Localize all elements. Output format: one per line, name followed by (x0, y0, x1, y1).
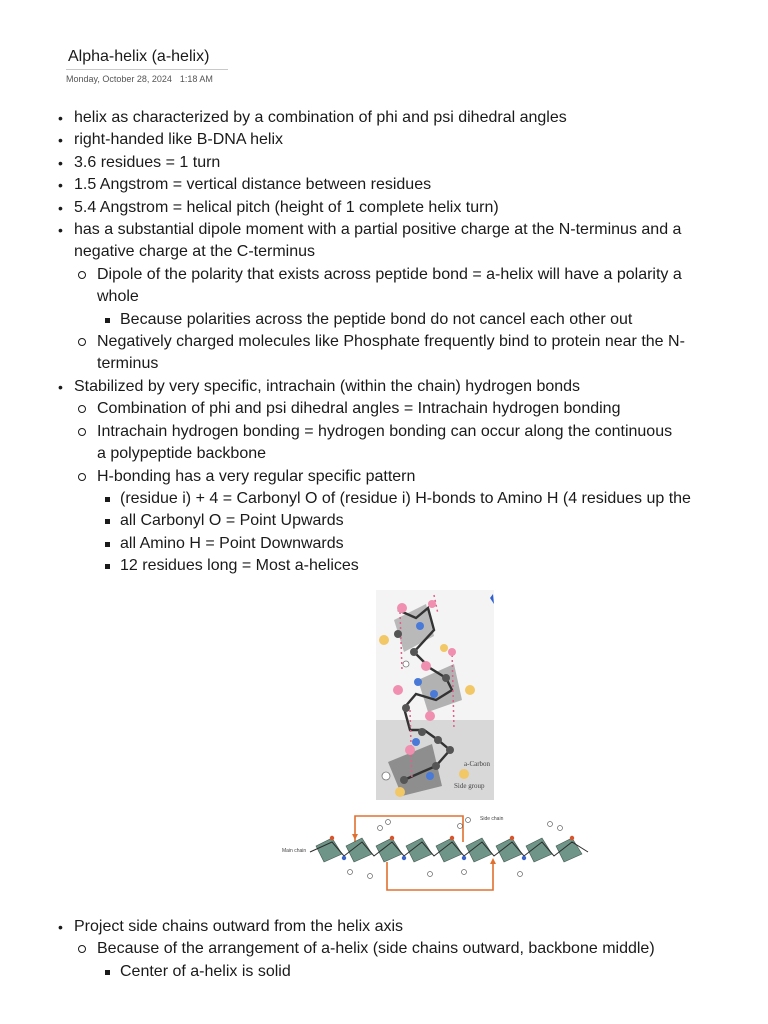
side-group-atom (395, 787, 405, 797)
note-item (0, 107, 734, 129)
side-chain-atom (428, 872, 433, 877)
note-text: 12 residues long = Most a-helices (120, 557, 359, 575)
carbon-atom (442, 674, 450, 682)
note-item (0, 533, 734, 555)
side-group-atom (379, 635, 389, 645)
hydrogen-atom (382, 772, 390, 780)
bullet-icon (105, 519, 110, 524)
side-chain-atom (386, 820, 391, 825)
bullet-icon (105, 318, 110, 323)
oxygen-atom (450, 836, 454, 840)
note-item (0, 197, 734, 219)
bullet-icon: • (58, 199, 63, 216)
carbon-atom (434, 736, 442, 744)
side-chain-atom (462, 870, 467, 875)
alpha-carbon-label: a-Carbon (464, 760, 491, 768)
oxygen-atom (570, 836, 574, 840)
note-item (0, 264, 734, 286)
bullet-icon (78, 405, 86, 413)
page-title: Alpha-helix (a-helix) (66, 47, 228, 70)
nitrogen-atom (416, 622, 424, 630)
note-text: H-bonding has a very regular specific pattern (97, 467, 416, 485)
bullet-icon (78, 473, 86, 481)
note-text: 5.4 Angstrom = helical pitch (height of 1 complete helix turn) (74, 198, 499, 216)
note-item (0, 466, 734, 488)
bullet-icon (78, 271, 86, 279)
note-item (0, 174, 734, 196)
bullet-icon: • (58, 132, 63, 149)
side-chain-atom (378, 826, 383, 831)
oxygen-atom (425, 711, 435, 721)
hydrogen-atom (403, 661, 409, 667)
side-group-atom (465, 685, 475, 695)
note-text: Combination of phi and psi dihedral angles = Intrachain hydrogen bonding (97, 400, 621, 418)
oxygen-atom (397, 603, 407, 613)
note-text: 3.6 residues = 1 turn (74, 153, 221, 171)
note-continuation: terminus (97, 355, 159, 373)
note-item (0, 152, 734, 174)
bullet-icon (105, 497, 110, 502)
main-chain-label: Main chain (282, 848, 307, 854)
oxygen-atom (405, 745, 415, 755)
bullet-icon (105, 970, 110, 975)
note-item (0, 331, 734, 353)
note-text: Negatively charged molecules like Phosphate frequently bind to protein near the N- (97, 333, 685, 351)
note-text: 1.5 Angstrom = vertical distance between residues (74, 176, 432, 194)
page-time: 1:18 AM (179, 74, 213, 84)
alpha-helix-figure (376, 590, 494, 800)
side-group-label: Side group (454, 782, 485, 790)
note-text: Because of the arrangement of a-helix (side chains outward, backbone middle) (97, 940, 655, 958)
nitrogen-atom (462, 856, 466, 860)
bullet-icon (105, 564, 110, 569)
notes-body-after-figures (0, 916, 734, 983)
bullet-icon: • (58, 222, 63, 239)
carbon-atom (446, 746, 454, 754)
bullet-icon: • (58, 177, 63, 194)
side-chain-atom (558, 826, 563, 831)
nitrogen-atom (426, 772, 434, 780)
bullet-icon (105, 542, 110, 547)
oxygen-atom (421, 661, 431, 671)
note-item (0, 916, 734, 938)
note-item (0, 421, 734, 443)
side-chain-atom (458, 824, 463, 829)
bullet-icon: • (58, 919, 63, 935)
note-text: all Carbonyl O = Point Upwards (120, 512, 344, 530)
bullet-icon (78, 338, 86, 346)
note-text: (residue i) + 4 = Carbonyl O of (residue i) H-bonds to Amino H (4 residues up the (120, 489, 691, 507)
note-text: helix as characterized by a combination of phi and psi dihedral angles (74, 109, 567, 126)
note-text: all Amino H = Point Downwards (120, 534, 344, 552)
notes-body (0, 107, 734, 578)
note-text: Because polarities across the peptide bond do not cancel each other out (120, 310, 633, 328)
note-text: Project side chains outward from the helix axis (74, 918, 404, 935)
note-text: Stabilized by very specific, intrachain (within the chain) hydrogen bonds (74, 377, 581, 395)
bullet-icon: • (58, 154, 63, 171)
bullet-icon: • (58, 378, 63, 395)
main-chain-figure (280, 802, 592, 894)
oxygen-atom (393, 685, 403, 695)
side-group-atom (440, 644, 448, 652)
nitrogen-atom (402, 856, 406, 860)
side-chain-atom (518, 872, 523, 877)
note-item (0, 376, 734, 398)
carbon-atom (418, 728, 426, 736)
side-chain-atom (548, 822, 553, 827)
note-item (0, 219, 734, 241)
bullet-icon: • (58, 110, 63, 126)
oxygen-atom (428, 600, 436, 608)
bullet-icon (78, 945, 86, 953)
carbon-atom (410, 648, 418, 656)
note-text: Intrachain hydrogen bonding = hydrogen bonding can occur along the continuous (97, 422, 673, 440)
nitrogen-atom (430, 690, 438, 698)
note-item (0, 555, 734, 577)
note-continuation: a polypeptide backbone (97, 445, 267, 463)
side-chain-atom (348, 870, 353, 875)
nitrogen-atom (412, 738, 420, 746)
note-continuation: negative charge at the C-terminus (74, 243, 316, 261)
note-item (0, 309, 734, 331)
oxygen-atom (510, 836, 514, 840)
carbon-atom (402, 704, 410, 712)
nitrogen-atom (414, 678, 422, 686)
note-text: has a substantial dipole moment with a partial positive charge at the N-terminus and a (74, 221, 682, 239)
oxygen-atom (448, 648, 456, 656)
note-item (0, 961, 734, 983)
note-text: Dipole of the polarity that exists across peptide bond = a-helix will have a polarity a (97, 265, 682, 283)
page-header (66, 47, 228, 84)
nitrogen-atom (522, 856, 526, 860)
note-item (0, 488, 734, 510)
side-chain-atom (466, 818, 471, 823)
carbon-atom (394, 630, 402, 638)
note-item (0, 938, 734, 960)
note-item (0, 510, 734, 532)
carbon-atom (400, 776, 408, 784)
side-group-atom (459, 769, 469, 779)
carbon-atom (432, 762, 440, 770)
note-continuation: whole (97, 288, 139, 306)
note-item (0, 129, 734, 151)
note-item (0, 398, 734, 420)
side-chain-atom (368, 874, 373, 879)
note-text: right-handed like B-DNA helix (74, 131, 283, 149)
page-timestamp (66, 74, 228, 84)
note-text: Center of a-helix is solid (120, 962, 291, 980)
oxygen-atom (390, 836, 394, 840)
side-chain-label: Side chain (480, 816, 504, 822)
oxygen-atom (330, 836, 334, 840)
page-date: Monday, October 28, 2024 (66, 74, 172, 84)
nitrogen-atom (342, 856, 346, 860)
bullet-icon (78, 428, 86, 436)
